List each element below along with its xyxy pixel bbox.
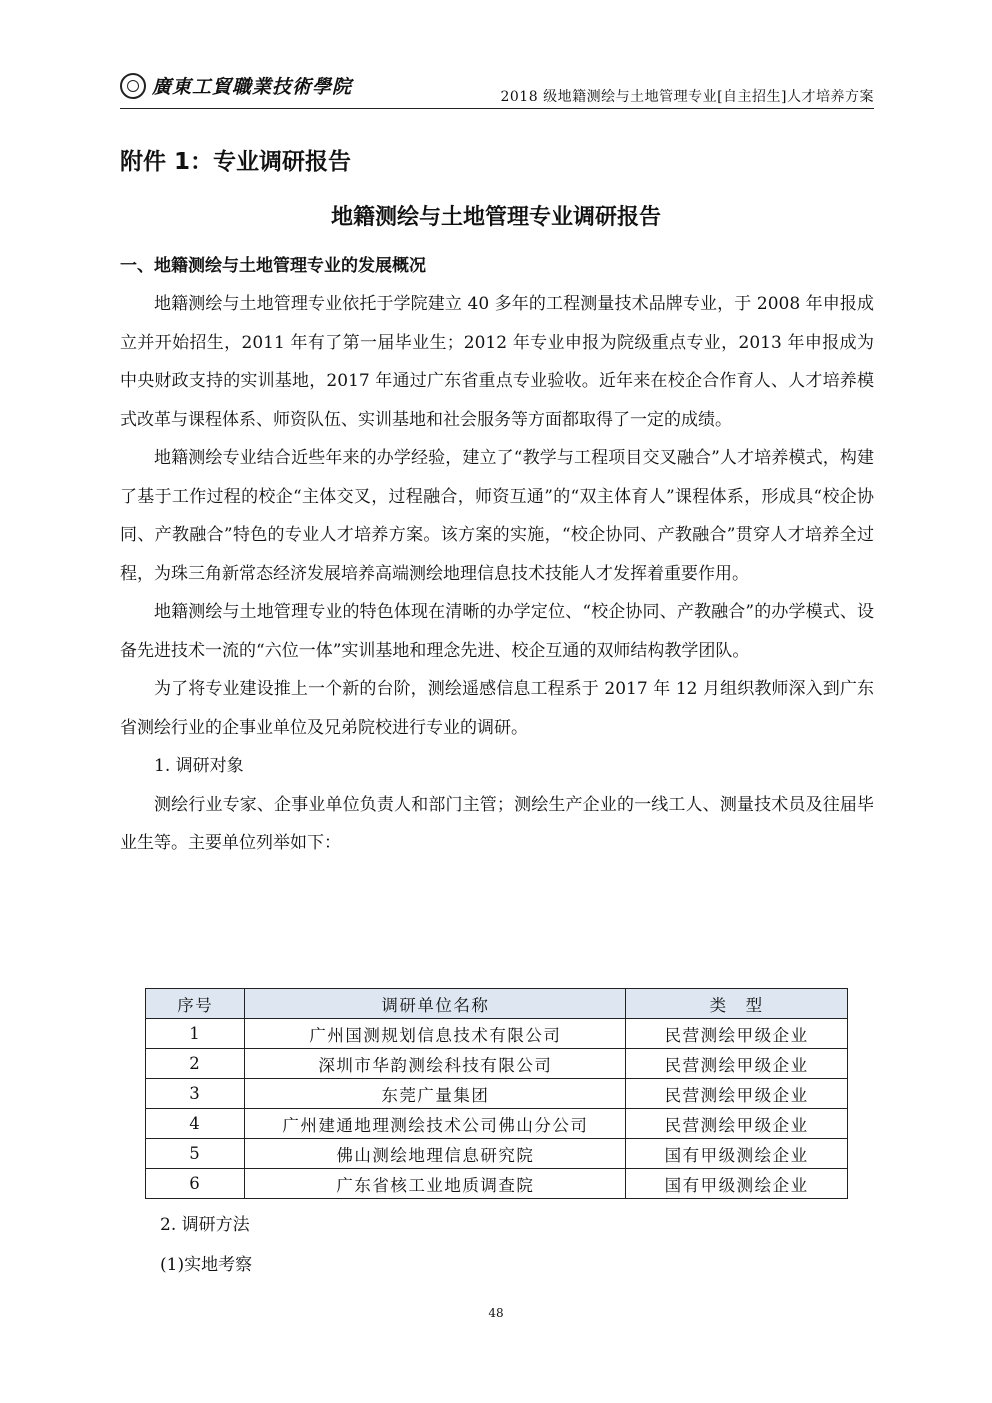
table-cell: 2	[146, 1049, 245, 1079]
table-row	[146, 1049, 848, 1079]
subsection-heading: 2. 调研方法	[160, 1215, 250, 1235]
table-row	[146, 1139, 848, 1169]
report-title: 地籍测绘与土地管理专业调研报告	[330, 205, 661, 230]
table-row	[146, 1019, 848, 1049]
table-row	[146, 1109, 848, 1139]
table-cell: 5	[146, 1139, 245, 1169]
survey-units-table	[145, 988, 848, 1199]
paragraph: 地籍测绘与土地管理专业的特色体现在清晰的办学定位、“校企协同、产教融合”的办学模式、设备先进技术一流的“六位一体”实训基地和理念先进、校企互通的双师结构教学团队。	[120, 602, 874, 661]
column-header: 序号	[146, 989, 245, 1019]
school-logo	[120, 72, 352, 99]
table-cell: 国有甲级测绘企业	[626, 1169, 848, 1199]
page-header	[120, 62, 874, 109]
table-cell: 4	[146, 1109, 245, 1139]
table-cell: 广州建通地理测绘技术公司佛山分公司	[245, 1109, 626, 1139]
subsection-heading: 1. 调研对象	[154, 756, 244, 776]
table-cell: 佛山测绘地理信息研究院	[245, 1139, 626, 1169]
table-cell: 广东省核工业地质调查院	[245, 1169, 626, 1199]
column-header: 类 型	[626, 989, 848, 1019]
page-number: 48	[488, 1306, 504, 1320]
table-cell: 民营测绘甲级企业	[626, 1079, 848, 1109]
paragraph: 测绘行业专家、企事业单位负责人和部门主管；测绘生产企业的一线工人、测量技术员及往届毕业生等。主要单位列举如下：	[120, 794, 874, 853]
paragraph: 地籍测绘与土地管理专业依托于学院建立 40 多年的工程测量技术品牌专业，于 2008 年申报成立并开始招生，2011 年有了第一届毕业生；2012 年专业申报为院级重点专业，2013 年申报成为中央财政支持的实训基地，2017 年通过广东省重点专业验收。近年来在校企合作育人、人才培养模式改革与课程体系、师资队伍、实训基地和社会服务等方面都取得了一定的成绩。	[120, 294, 874, 430]
table-row	[146, 1169, 848, 1199]
table-cell: 民营测绘甲级企业	[626, 1049, 848, 1079]
table-cell: 深圳市华韵测绘科技有限公司	[245, 1049, 626, 1079]
table-row	[146, 1079, 848, 1109]
table-cell: 3	[146, 1079, 245, 1109]
table-cell: 民营测绘甲级企业	[626, 1109, 848, 1139]
table-cell: 1	[146, 1019, 245, 1049]
attachment-title: 附件 1：专业调研报告	[120, 149, 352, 175]
table-cell: 广州国测规划信息技术有限公司	[245, 1019, 626, 1049]
method-item: (1)实地考察	[160, 1255, 253, 1275]
report-body	[120, 285, 874, 863]
paragraph: 为了将专业建设推上一个新的台阶，测绘遥感信息工程系于 2017 年 12 月组织教师深入到广东省测绘行业的企事业单位及兄弟院校进行专业的调研。	[120, 679, 874, 738]
table-cell: 民营测绘甲级企业	[626, 1019, 848, 1049]
paragraph: 地籍测绘专业结合近些年来的办学经验，建立了“教学与工程项目交叉融合”人才培养模式，构建了基于工作过程的校企“主体交叉，过程融合，师资互通”的“双主体育人”课程体系，形成具“校企协同、产教融合”特色的专业人才培养方案。该方案的实施，“校企协同、产教融合”贯穿人才培养全过程，为珠三角新常态经济发展培养高端测绘地理信息技术技能人才发挥着重要作用。	[120, 448, 874, 584]
table-cell: 6	[146, 1169, 245, 1199]
section-heading: 一、地籍测绘与土地管理专业的发展概况	[120, 256, 426, 276]
document-title: 2018 级地籍测绘与土地管理专业[自主招生]人才培养方案	[500, 89, 874, 105]
school-name: 廣東工貿職業技術學院	[152, 76, 353, 98]
column-header: 调研单位名称	[245, 989, 626, 1019]
table-header-row	[146, 989, 848, 1019]
table-cell: 国有甲级测绘企业	[626, 1139, 848, 1169]
school-seal-icon	[120, 73, 146, 99]
table-cell: 东莞广量集团	[245, 1079, 626, 1109]
